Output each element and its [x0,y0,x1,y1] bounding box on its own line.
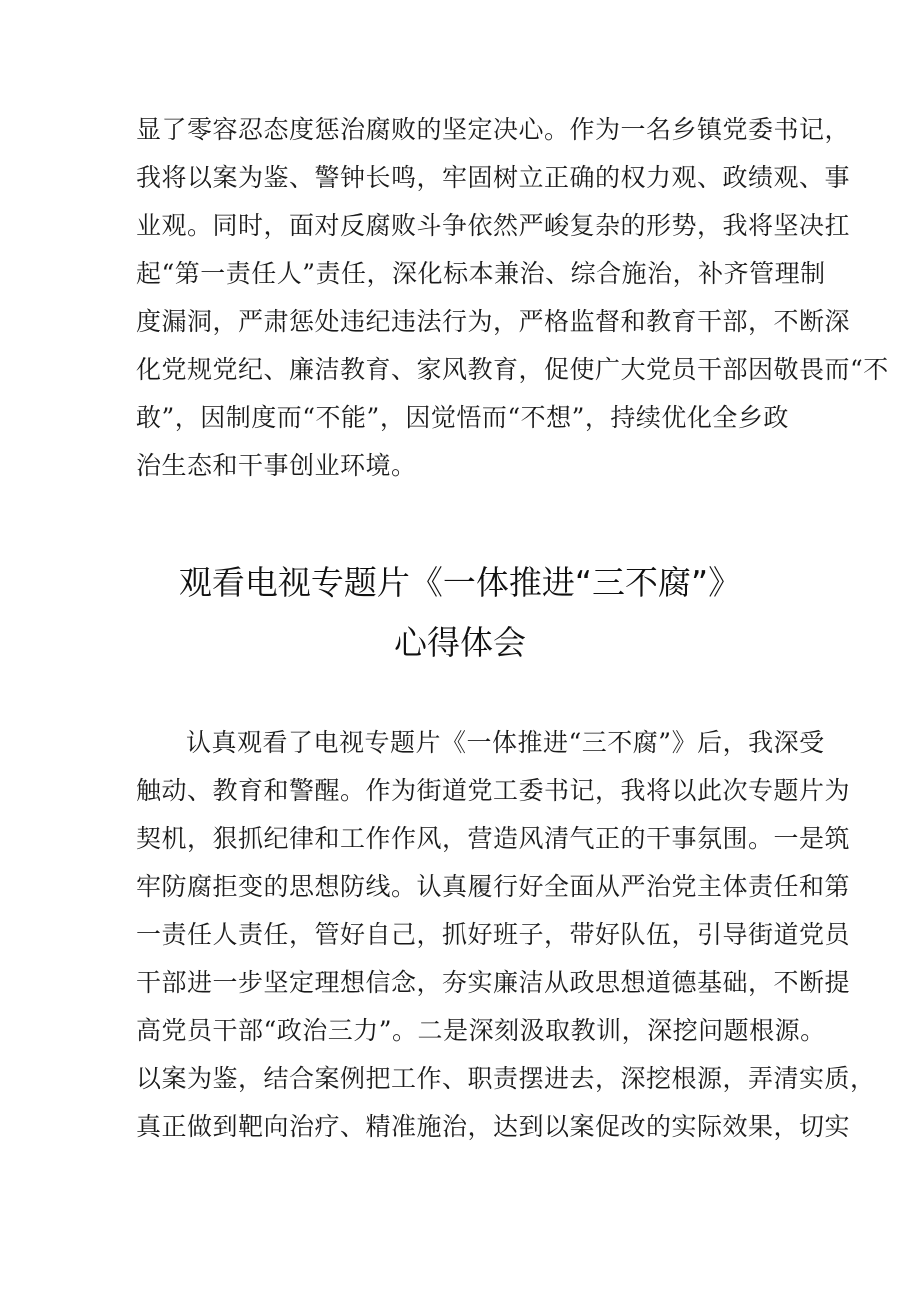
paragraph-line: 高党员干部“政治三力”。二是深刻汲取教训，深挖问题根源。 [136,1016,826,1045]
paragraph-line: 契机，狠抓纪律和工作作风，营造风清气正的干事氛围。一是筑 [136,824,851,853]
paragraph-line: 牢防腐拒变的思想防线。认真履行好全面从严治党主体责任和第 [136,872,851,901]
paragraph-line: 度漏洞，严肃惩处违纪违法行为，严格监督和教育干部，不断深 [136,307,851,336]
paragraph-line: 业观。同时，面对反腐败斗争依然严峻复杂的形势，我将坚决扛 [136,211,851,240]
paragraph-line: 干部进一步坚定理想信念，夯实廉洁从政思想道德基础，不断提 [136,968,851,997]
paragraph-line: 起“第一责任人”责任，深化标本兼治、综合施治，补齐管理制 [136,259,826,288]
paragraph-line: 触动、教育和警醒。作为街道党工委书记，我将以此次专题片为 [136,776,851,805]
paragraph-line: 我将以案为鉴、警钟长鸣，牢固树立正确的权力观、政绩观、事 [136,163,851,192]
heading-line-1: 观看电视专题片《一体推进“三不腐”》 [178,563,742,602]
paragraph-line: 以案为鉴，结合案例把工作、职责摆进去，深挖根源，弄清实质， [136,1064,876,1093]
paragraph-line: 一责任人责任，管好自己，抓好班子，带好队伍，引导街道党员 [136,920,851,949]
heading-line-2: 心得体会 [394,623,526,662]
paragraph-line: 敢”，因制度而“不能”，因觉悟而“不想”，持续优化全乡政 [136,403,789,432]
paragraph-line: 真正做到靶向治疗、精准施治，达到以案促改的实际效果，切实 [136,1112,851,1141]
paragraph-line: 显了零容忍态度惩治腐败的坚定决心。作为一名乡镇党委书记， [136,115,851,144]
paragraph-line: 认真观看了电视专题片《一体推进“三不腐”》后，我深受 [186,728,825,757]
paragraph-line: 化党规党纪、廉洁教育、家风教育，促使广大党员干部因敬畏而“不 [136,355,889,384]
paragraph-line: 治生态和干事创业环境。 [136,451,417,480]
